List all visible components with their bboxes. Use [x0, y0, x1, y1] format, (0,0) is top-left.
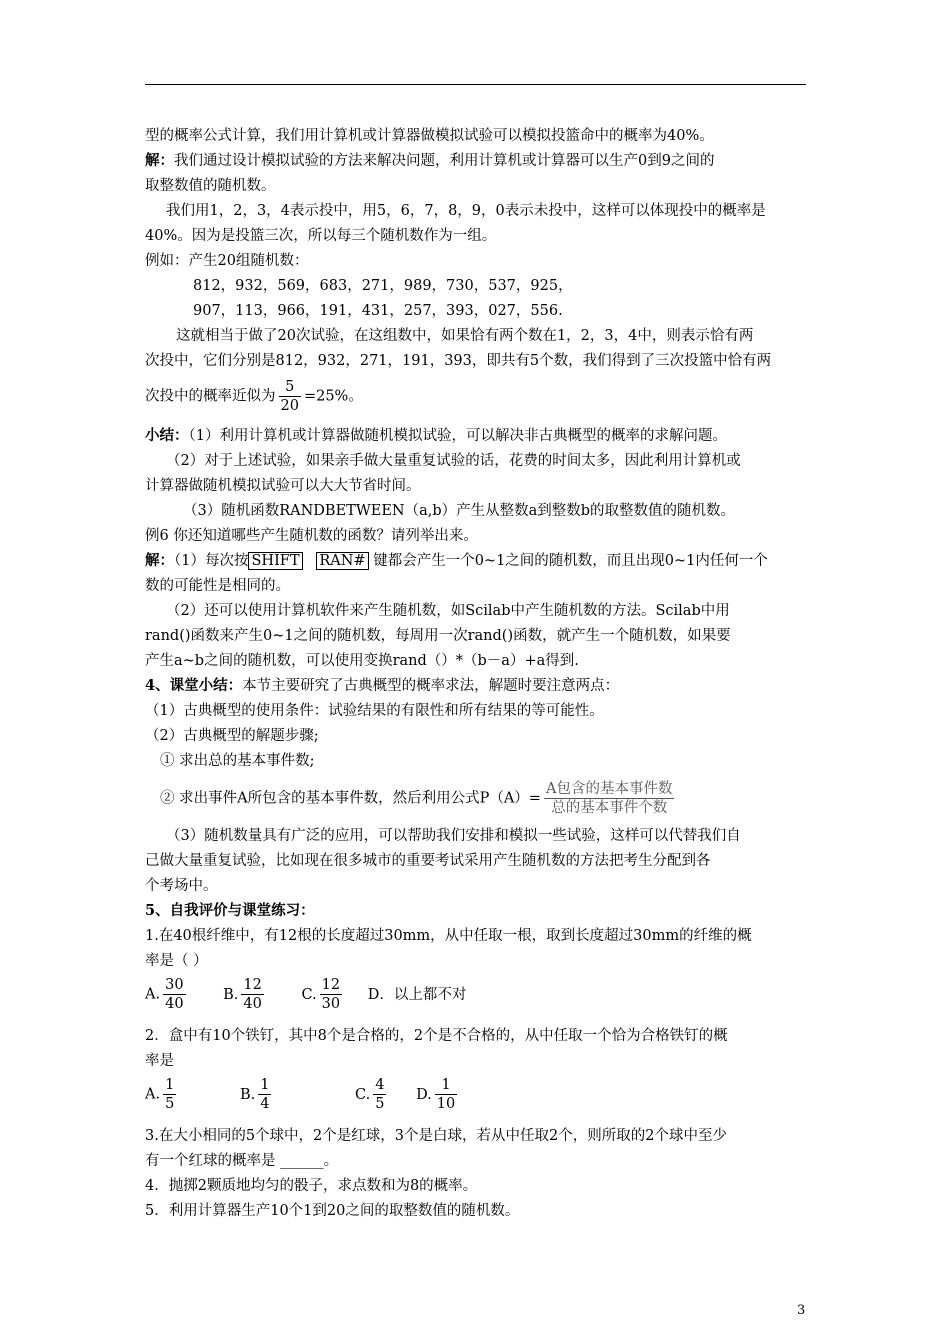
section-heading: 5、自我评价与课堂练习：: [145, 902, 315, 919]
text-line: 数的可能性是相同的。: [145, 578, 290, 594]
ran-key: RAN#: [316, 552, 368, 570]
section-heading: 4、课堂小结：: [145, 677, 243, 694]
text-line: （2）古典概型的解题步骤;: [145, 728, 319, 744]
q2-options: A. $\frac{1}{5}$ B. $\frac{1}{4}$ C. $\frac{4}{5}$ D. $\frac{1}{10}$: [145, 1077, 456, 1112]
text-line: （3）随机函数RANDBETWEEN（a,b）产生从整数a到整数b的取整数值的随机数。: [183, 503, 736, 519]
option-fraction: $\frac{12}{30}$: [321, 977, 341, 1012]
text-line: 个考场中。: [145, 878, 218, 894]
shift-key: SHIFT: [248, 552, 302, 570]
random-numbers-row: 812，932，569，683，271，989，730，537，925，: [193, 278, 573, 294]
text-line: （3）随机数量具有广泛的应用，可以帮助我们安排和模拟一些试验，这样可以代替我们自: [166, 828, 741, 844]
text-line: 40%。因为是投篮三次，所以每三个随机数作为一组。: [145, 228, 497, 244]
text-line: （1）古典概型的使用条件：试验结果的有限性和所有结果的等可能性。: [145, 703, 604, 719]
text-line: rand()函数来产生0~1之间的随机数，每周用一次rand()函数，就产生一个随机数，如果要: [145, 628, 731, 644]
text-line: 计算器做随机模拟试验可以大大节省时间。: [145, 478, 421, 494]
solution-label: 解：: [145, 152, 174, 169]
text-line: 次投中的概率近似为 $\frac{5}{20}$ =25%。: [145, 379, 363, 414]
option-fraction: $\frac{1}{4}$: [260, 1077, 270, 1112]
text-line: 己做大量重复试验，比如现在很多城市的重要考试采用产生随机数的方法把考生分配到各: [145, 853, 711, 869]
option-fraction: $\frac{30}{40}$: [165, 977, 184, 1012]
text-line: 取整数值的随机数。: [145, 178, 276, 194]
text-line: ② 求出事件A所包含的基本事件数，然后利用公式P（A）= $\frac{\text{A包含的基本事件数}}{\text{总的基本事件个数}}$: [160, 781, 673, 816]
text-line: 5．利用计算器生产10个1到20之间的取整数值的随机数。: [145, 1203, 520, 1219]
text-line: 解：我们通过设计模拟试验的方法来解决问题，利用计算机或计算器可以生产0到9之间的: [145, 152, 715, 169]
text-line: 率是: [145, 1053, 174, 1069]
text-line: 2．盒中有10个铁钉，其中8个是合格的，2个是不合格的，从中任取一个恰为合格铁钉的概: [145, 1028, 728, 1044]
q1-options: A. $\frac{30}{40}$ B. $\frac{12}{40}$ C. $\frac{12}{30}$ D．以上都不对: [145, 977, 467, 1012]
text-line: 小结：（1）利用计算机或计算器做随机模拟试验，可以解决非古典概型的概率的求解问题。: [145, 427, 727, 444]
option-fraction: $\frac{1}{10}$: [436, 1077, 456, 1112]
text-line: 3.在大小相同的5个球中，2个是红球，3个是白球，若从中任取2个，则所取的2个球中至少: [145, 1128, 727, 1144]
solution-label: 解：: [145, 552, 174, 569]
option-fraction: $\frac{12}{40}$: [243, 977, 262, 1012]
fraction: $\frac{5}{20}$: [280, 379, 299, 414]
text-line: 次投中，它们分别是812，932，271，191，393，即共有5个数，我们得到了三次投篮中恰有两: [145, 353, 772, 369]
text-line: （2）对于上述试验，如果亲手做大量重复试验的话，花费的时间太多，因此利用计算机或: [166, 453, 741, 469]
option-fraction: $\frac{1}{5}$: [165, 1077, 175, 1112]
text-line: 例如：产生20组随机数：: [145, 253, 309, 269]
text-line: 这就相当于做了20次试验，在这组数中，如果恰有两个数在1，2，3，4中，则表示恰有两: [176, 328, 754, 344]
text-line: 产生a~b之间的随机数，可以使用变换rand（）*（b－a）+a得到.: [145, 653, 579, 669]
page-number: 3: [797, 1303, 806, 1318]
text-line: 1.在40根纤维中，有12根的长度超过30mm，从中任取一根，取到长度超过30mm的纤维的概: [145, 928, 752, 944]
summary-label: 小结：: [145, 427, 189, 444]
text-line: 4．抛掷2颗质地均匀的骰子，求点数和为8的概率。: [145, 1178, 478, 1194]
text-line: ① 求出总的基本事件数;: [160, 753, 315, 769]
text-line: 有一个红球的概率是 ______。: [145, 1153, 339, 1169]
text-line: 型的概率公式计算，我们用计算机或计算器做模拟试验可以模拟投篮命中的概率为40%。: [145, 128, 714, 144]
header-rule: [145, 84, 806, 85]
probability-formula: $\frac{\text{A包含的基本事件数}}{\text{总的基本事件个数}}$: [545, 781, 673, 816]
text-line: 解：（1）每次按 SHIFT RAN# 键都会产生一个0~1之间的随机数，而且出现0~1内任何一个: [145, 552, 768, 569]
text-line: 我们用1，2，3，4表示投中，用5，6，7，8，9，0表示未投中，这样可以体现投中的概率是: [166, 203, 766, 219]
random-numbers-row: 907，113，966，191，431，257，393，027，556.: [193, 303, 563, 319]
text-line: （2）还可以使用计算机软件来产生随机数，如Scilab中产生随机数的方法。Scilab中用: [166, 603, 730, 619]
option-fraction: $\frac{4}{5}$: [375, 1077, 385, 1112]
text-line: 例6 你还知道哪些产生随机数的函数？请列举出来。: [145, 528, 478, 544]
text-line: 率是（ ）: [145, 953, 208, 969]
text-line: 4、课堂小结：本节主要研究了古典概型的概率求法，解题时要注意两点：: [145, 677, 620, 694]
